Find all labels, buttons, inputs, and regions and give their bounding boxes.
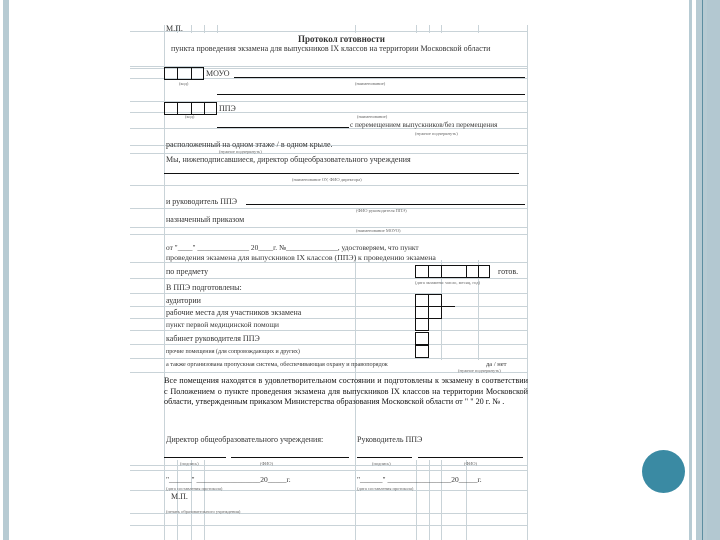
- head-label: и руководитель ППЭ: [166, 197, 238, 206]
- located-option[interactable]: расположенный на одном этаже / в одном крыле.: [166, 140, 333, 149]
- hint: (нужное подчеркнуть): [415, 131, 458, 136]
- grid-line: [130, 293, 527, 294]
- grid-line: [429, 460, 430, 540]
- conduct-text: проведения экзамена для выпускников IX классов (ППЭ) к проведению экзамена: [166, 253, 436, 262]
- director-label: Директор общеобразовательного учреждения:: [166, 435, 324, 444]
- stamp-top: М.П.: [166, 24, 183, 33]
- ppe-name-field[interactable]: [217, 127, 349, 128]
- hint: (ФИО): [464, 461, 478, 466]
- grid-line: [466, 460, 467, 540]
- ppe-label: ППЭ: [219, 104, 236, 113]
- order-date-line[interactable]: от "____" ______________ 20____г. №______________, удостоверяем, что пункт: [166, 243, 419, 252]
- grid-line: [130, 208, 527, 209]
- hint: (наименование): [355, 81, 386, 86]
- item-auditoriums: аудитории: [166, 296, 201, 305]
- item-other-rooms: прочие помещения (для сопровождающих и других): [166, 349, 300, 355]
- hint: (дата составления протокола): [357, 486, 414, 491]
- ready-label: готов.: [498, 267, 519, 276]
- head-fio-signature-field[interactable]: [418, 457, 523, 458]
- item-head-office: кабинет руководителя ППЭ: [166, 334, 260, 343]
- mouo-code-boxes[interactable]: [164, 67, 204, 80]
- form-subtitle: пункта проведения экзамена для выпускников IX классов на территории Московской области: [171, 44, 491, 53]
- grid-line: [130, 153, 527, 154]
- grid-line: [130, 227, 527, 228]
- head-date-field[interactable]: "______" _________________20_____г.: [357, 475, 482, 484]
- grid-line: [204, 460, 205, 540]
- director-signature-field[interactable]: [164, 457, 226, 458]
- grid-line: [130, 525, 527, 526]
- head-office-count[interactable]: [415, 332, 429, 345]
- item-workplaces: рабочие места для участников экзамена: [166, 308, 302, 317]
- ou-director-field[interactable]: [164, 173, 519, 174]
- hint: (наименование ОУ, ФИО директора): [292, 177, 362, 182]
- hint: (подпись): [180, 461, 199, 466]
- head-fio-field[interactable]: [246, 204, 525, 205]
- confirmation-paragraph: Все помещения находятся в удовлетворительном состоянии и подготовлены к экзамену в соответствии с Положением о пункте проведения экзамена для выпускников IX классов на территории Московской области, утвержденным приказом Министерства образования Московской области от " " 20 г. № .: [164, 376, 528, 406]
- director-date-field[interactable]: "______" _________________20_____г.: [166, 475, 291, 484]
- mouo-name-field-2[interactable]: [217, 94, 525, 95]
- security-text: а также организована пропускная система, обеспечивающая охрану и правопорядок: [166, 361, 388, 368]
- head-signature-label: Руководитель ППЭ: [357, 435, 423, 444]
- grid-line: [416, 460, 417, 540]
- other-rooms-count[interactable]: [415, 345, 429, 358]
- item-medical-point: пункт первой медицинской помощи: [166, 320, 280, 329]
- grid-line: [130, 318, 527, 319]
- grid-line: [130, 306, 527, 307]
- grid-line: [130, 31, 527, 32]
- hint: (ФИО): [260, 461, 274, 466]
- hint: (подпись): [372, 461, 391, 466]
- grid-line: [130, 470, 527, 471]
- mouo-label: МОУО: [206, 69, 230, 78]
- head-signature-field[interactable]: [357, 457, 412, 458]
- undersigned-text: Мы, нижеподписавшиеся, директор общеобразовательного учреждения: [166, 155, 411, 164]
- hint: (наименование): [357, 114, 388, 119]
- hint: (нужное подчеркнуть): [458, 368, 501, 373]
- medical-point-count[interactable]: [415, 318, 429, 331]
- form-title: Протокол готовности: [298, 34, 385, 44]
- hint: (код): [185, 114, 195, 119]
- movement-option[interactable]: с перемещением выпускников/без перемещения: [350, 121, 498, 129]
- hint: (дата составления протокола): [166, 486, 223, 491]
- grid-line: [130, 278, 527, 279]
- hint: (наименование МОУО): [356, 228, 401, 233]
- subject-label: по предмету: [166, 267, 209, 276]
- grid-line: [130, 358, 527, 359]
- grid-line: [130, 330, 527, 331]
- hint: (ФИО руководителя ППЭ): [356, 208, 407, 213]
- grid-line: [527, 25, 528, 540]
- mouo-name-field[interactable]: [234, 77, 525, 78]
- yes-no-option[interactable]: да / нет: [486, 361, 507, 368]
- grid-line: [130, 234, 527, 235]
- prepared-label: В ППЭ подготовлены:: [166, 283, 242, 292]
- footnote: (печать образовательного учреждения): [166, 509, 241, 514]
- hint: (код): [179, 81, 189, 86]
- hint: (нужное подчеркнуть): [219, 149, 262, 154]
- director-fio-field[interactable]: [231, 457, 349, 458]
- grid-line: [191, 460, 192, 540]
- appointed-text: назначенный приказом: [166, 215, 245, 224]
- grid-line: [130, 185, 527, 186]
- hint: (дата экзамена: число, месяц, год): [415, 280, 481, 285]
- grid-line: [441, 460, 442, 540]
- stamp-bottom: М.П.: [171, 492, 188, 501]
- grid-line: [130, 344, 527, 345]
